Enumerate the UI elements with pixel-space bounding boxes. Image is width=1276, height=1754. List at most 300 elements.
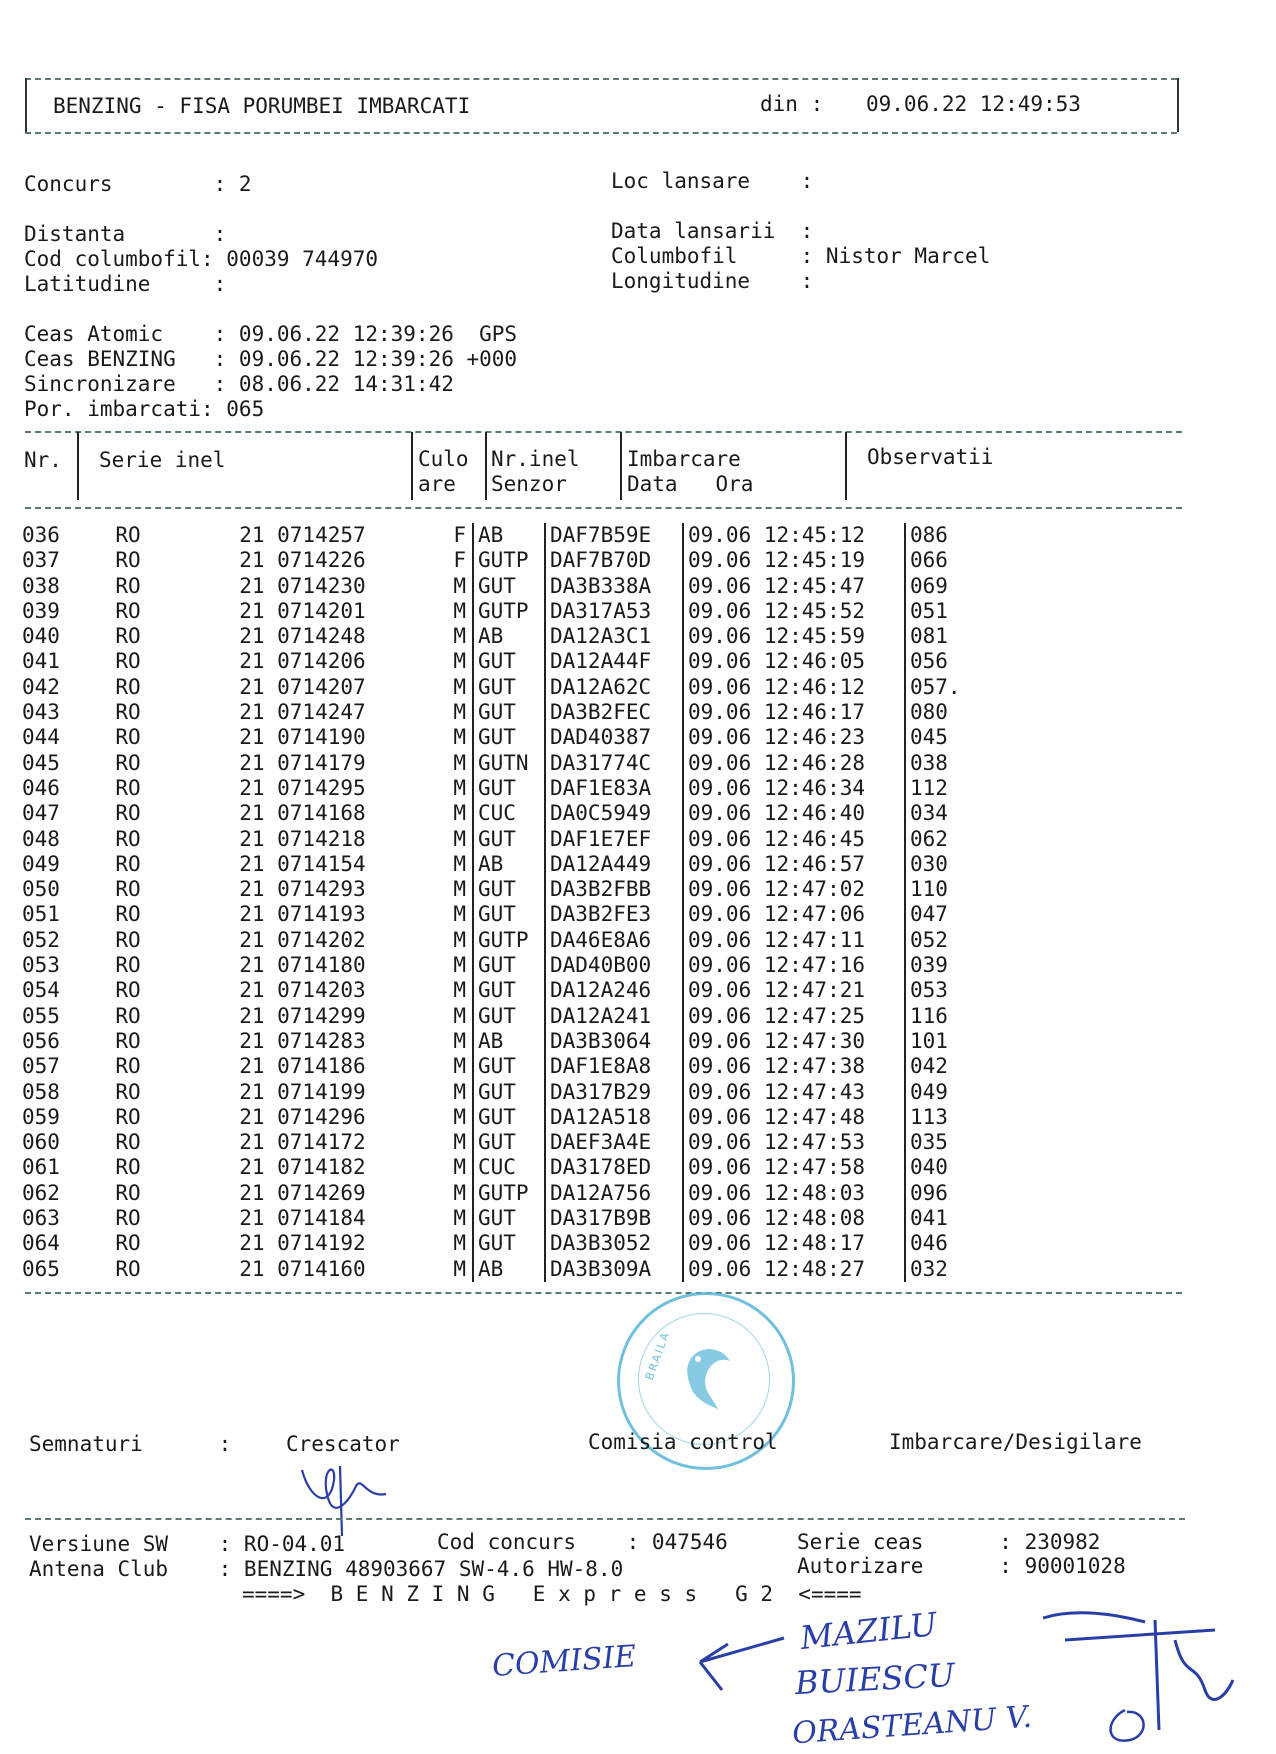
row-country: RO	[115, 1003, 141, 1028]
ceas-atomic-field: Ceas Atomic : 09.06.22 12:39:26 GPS	[24, 322, 518, 346]
row-sex: M	[453, 826, 466, 851]
row-datetime: 09.06 12:47:06	[683, 902, 905, 927]
row-sex: M	[453, 851, 466, 876]
row-datetime: 09.06 12:47:25	[683, 1004, 905, 1029]
row-sensor: DA12A3C1	[545, 624, 683, 649]
row-nr: 045	[22, 750, 60, 775]
row-ring: 21 0714202	[176, 927, 366, 952]
row-nr: 040	[22, 624, 60, 649]
col-header-nr-inel-1: Nr.inel	[491, 447, 580, 471]
col-header-nr: Nr.	[24, 448, 62, 472]
row-datetime: 09.06 12:45:12	[683, 523, 905, 548]
row-color: GUTP	[473, 599, 545, 624]
row-sensor: DAF1E83A	[545, 776, 683, 801]
row-sex: M	[453, 1180, 466, 1205]
row-sensor: DA12A756	[545, 1181, 683, 1206]
row-sex: M	[453, 573, 466, 598]
table-header-bottom-border	[25, 507, 1182, 509]
row-sex: M	[453, 877, 466, 902]
table-row	[22, 649, 961, 674]
col-header-imbarcare-2: Data Ora	[627, 472, 754, 496]
row-sex: M	[453, 775, 466, 800]
row-sensor: DA12A241	[545, 1004, 683, 1029]
row-nr: 051	[22, 902, 60, 927]
row-sex: M	[453, 978, 466, 1003]
row-obs: 096	[905, 1181, 961, 1206]
table-row	[22, 1181, 961, 1206]
row-color: AB	[473, 1257, 545, 1282]
row-sensor: DA46E8A6	[545, 928, 683, 953]
row-nr: 053	[22, 953, 60, 978]
antena-club-field: Antena Club : BENZING 48903667 SW-4.6 HW-8.0	[29, 1557, 624, 1581]
row-color: AB	[473, 624, 545, 649]
row-obs: 066	[905, 548, 961, 573]
row-obs: 062	[905, 827, 961, 852]
row-country: RO	[115, 548, 141, 573]
col-divider	[845, 432, 847, 500]
cod-concurs-field: Cod concurs : 047546	[437, 1530, 728, 1554]
table-row	[22, 776, 961, 801]
row-sex: M	[453, 953, 466, 978]
row-color: GUTP	[473, 1181, 545, 1206]
row-obs: 069	[905, 574, 961, 599]
row-country: RO	[115, 801, 141, 826]
row-datetime: 09.06 12:47:48	[683, 1105, 905, 1130]
row-ring: 21 0714179	[176, 750, 366, 775]
row-ring: 21 0714180	[176, 953, 366, 978]
commission-signatures	[1035, 1600, 1250, 1750]
row-obs: 057.	[905, 675, 961, 700]
row-sex: M	[453, 1054, 466, 1079]
row-obs: 034	[905, 801, 961, 826]
row-ring: 21 0714283	[176, 1028, 366, 1053]
row-country: RO	[115, 877, 141, 902]
col-divider	[620, 432, 622, 500]
row-color: GUT	[473, 1054, 545, 1079]
stamp-text: BRAILA	[642, 1329, 673, 1382]
row-nr: 039	[22, 598, 60, 623]
row-sex: M	[453, 1028, 466, 1053]
row-nr: 036	[22, 523, 60, 547]
col-divider	[411, 432, 413, 500]
row-datetime: 09.06 12:47:21	[683, 978, 905, 1003]
row-nr: 065	[22, 1256, 60, 1281]
row-sensor: DAD40387	[545, 725, 683, 750]
row-ring: 21 0714299	[176, 1003, 366, 1028]
row-country: RO	[115, 927, 141, 952]
table-row	[22, 700, 961, 725]
distanta-field: Distanta :	[24, 222, 227, 246]
row-ring: 21 0714247	[176, 700, 366, 725]
row-nr: 043	[22, 700, 60, 725]
row-sensor: DAF7B70D	[545, 548, 683, 573]
row-sex: M	[453, 902, 466, 927]
row-datetime: 09.06 12:46:45	[683, 827, 905, 852]
row-sex: M	[453, 700, 466, 725]
row-nr: 047	[22, 801, 60, 826]
row-sensor: DA3B338A	[545, 574, 683, 599]
benzing-banner: ====> B E N Z I N G E x p r e s s G 2 <====	[242, 1582, 862, 1606]
imbarcare-desigilare-label: Imbarcare/Desigilare	[889, 1430, 1142, 1454]
row-sex: M	[453, 598, 466, 623]
row-color: GUT	[473, 675, 545, 700]
row-datetime: 09.06 12:45:59	[683, 624, 905, 649]
row-sensor: DA12A62C	[545, 675, 683, 700]
row-color: GUT	[473, 902, 545, 927]
row-color: GUTP	[473, 928, 545, 953]
row-datetime: 09.06 12:47:38	[683, 1054, 905, 1079]
row-ring: 21 0714293	[176, 877, 366, 902]
row-ring: 21 0714206	[176, 649, 366, 674]
row-sensor: DA12A518	[545, 1105, 683, 1130]
row-sex: M	[453, 1130, 466, 1155]
row-obs: 112	[905, 776, 961, 801]
row-sensor: DA317B29	[545, 1080, 683, 1105]
row-nr: 055	[22, 1003, 60, 1028]
row-datetime: 09.06 12:46:05	[683, 649, 905, 674]
row-sex: M	[453, 674, 466, 699]
row-ring: 21 0714203	[176, 978, 366, 1003]
por-imbarcati-field: Por. imbarcati: 065	[24, 397, 265, 421]
row-country: RO	[115, 1206, 141, 1231]
row-nr: 038	[22, 573, 60, 598]
handwritten-buiescu: BUIESCU	[794, 1655, 956, 1703]
row-datetime: 09.06 12:46:12	[683, 675, 905, 700]
row-sensor: DA0C5949	[545, 801, 683, 826]
row-country: RO	[115, 902, 141, 927]
row-nr: 059	[22, 1104, 60, 1129]
row-obs: 101	[905, 1029, 961, 1054]
row-obs: 039	[905, 953, 961, 978]
col-header-culoare-1: Culo	[418, 447, 469, 471]
title-bottom-border	[25, 132, 1177, 134]
row-color: GUT	[473, 1206, 545, 1231]
row-sex: M	[453, 1104, 466, 1129]
row-datetime: 09.06 12:47:16	[683, 953, 905, 978]
row-country: RO	[115, 1180, 141, 1205]
row-color: GUT	[473, 1080, 545, 1105]
semnaturi-label: Semnaturi :	[29, 1432, 232, 1456]
table-row	[22, 1029, 961, 1054]
row-sex: M	[453, 725, 466, 750]
row-sex: F	[453, 523, 466, 547]
ceas-benzing-field: Ceas BENZING : 09.06.22 12:39:26 +000	[24, 347, 518, 371]
row-country: RO	[115, 978, 141, 1003]
row-sensor: DA12A44F	[545, 649, 683, 674]
row-nr: 062	[22, 1180, 60, 1205]
row-nr: 050	[22, 877, 60, 902]
table-row	[22, 1080, 961, 1105]
row-nr: 061	[22, 1155, 60, 1180]
table-row	[22, 725, 961, 750]
row-color: CUC	[473, 1155, 545, 1180]
pigeon-logo-icon	[672, 1335, 742, 1425]
row-obs: 049	[905, 1080, 961, 1105]
row-datetime: 09.06 12:47:58	[683, 1155, 905, 1180]
row-color: GUT	[473, 649, 545, 674]
table-row	[22, 574, 961, 599]
row-obs: 052	[905, 928, 961, 953]
row-ring: 21 0714160	[176, 1256, 366, 1281]
row-obs: 040	[905, 1155, 961, 1180]
row-obs: 113	[905, 1105, 961, 1130]
row-color: GUT	[473, 700, 545, 725]
row-datetime: 09.06 12:48:08	[683, 1206, 905, 1231]
table-row	[22, 827, 961, 852]
row-sex: F	[453, 548, 466, 573]
col-header-observatii: Observatii	[867, 445, 994, 469]
row-datetime: 09.06 12:47:43	[683, 1080, 905, 1105]
handwritten-orasteanu: ORASTEANU V.	[791, 1699, 1033, 1752]
cod-columbofil-field: Cod columbofil: 00039 744970	[24, 247, 379, 271]
table-header-top-border	[25, 431, 1182, 433]
row-ring: 21 0714182	[176, 1155, 366, 1180]
table-row	[22, 1105, 961, 1130]
row-nr: 042	[22, 674, 60, 699]
row-sex: M	[453, 1003, 466, 1028]
table-row	[22, 877, 961, 902]
concurs-field: Concurs : 2	[24, 172, 252, 196]
row-obs: 035	[905, 1130, 961, 1155]
row-ring: 21 0714248	[176, 624, 366, 649]
table-row	[22, 523, 961, 548]
row-ring: 21 0714218	[176, 826, 366, 851]
table-row	[22, 902, 961, 927]
row-ring: 21 0714168	[176, 801, 366, 826]
row-nr: 064	[22, 1231, 60, 1256]
row-sensor: DA12A246	[545, 978, 683, 1003]
table-row	[22, 1231, 961, 1256]
row-color: AB	[473, 1029, 545, 1054]
row-ring: 21 0714269	[176, 1180, 366, 1205]
row-ring: 21 0714190	[176, 725, 366, 750]
table-row	[22, 928, 961, 953]
row-ring: 21 0714192	[176, 1231, 366, 1256]
col-header-imbarcare-1: Imbarcare	[627, 447, 741, 471]
row-ring: 21 0714186	[176, 1054, 366, 1079]
row-datetime: 09.06 12:46:40	[683, 801, 905, 826]
table-row	[22, 1257, 961, 1282]
table-row	[22, 1130, 961, 1155]
row-ring: 21 0714296	[176, 1104, 366, 1129]
row-datetime: 09.06 12:47:30	[683, 1029, 905, 1054]
table-row	[22, 978, 961, 1003]
row-nr: 041	[22, 649, 60, 674]
row-obs: 038	[905, 751, 961, 776]
row-country: RO	[115, 953, 141, 978]
table-row	[22, 801, 961, 826]
row-color: GUT	[473, 827, 545, 852]
print-datetime: 09.06.22 12:49:53	[866, 92, 1081, 116]
row-datetime: 09.06 12:45:47	[683, 574, 905, 599]
row-color: GUT	[473, 877, 545, 902]
row-country: RO	[115, 1231, 141, 1256]
row-datetime: 09.06 12:48:03	[683, 1181, 905, 1206]
table-row	[22, 624, 961, 649]
row-datetime: 09.06 12:47:11	[683, 928, 905, 953]
data-lansarii-field: Data lansarii :	[611, 219, 814, 243]
row-ring: 21 0714172	[176, 1130, 366, 1155]
row-color: GUT	[473, 1004, 545, 1029]
table-row	[22, 548, 961, 573]
comisia-control-label: Comisia control	[588, 1430, 778, 1454]
row-obs: 056	[905, 649, 961, 674]
row-country: RO	[115, 700, 141, 725]
row-country: RO	[115, 750, 141, 775]
row-sex: M	[453, 1231, 466, 1256]
table-row	[22, 1054, 961, 1079]
columbofil-field: Columbofil : Nistor Marcel	[611, 244, 991, 268]
arrow-left-icon	[688, 1630, 788, 1700]
row-color: GUT	[473, 953, 545, 978]
row-country: RO	[115, 1256, 141, 1281]
row-color: GUT	[473, 776, 545, 801]
row-obs: 086	[905, 523, 961, 548]
row-color: GUT	[473, 1231, 545, 1256]
row-datetime: 09.06 12:48:17	[683, 1231, 905, 1256]
col-header-culoare-2: are	[418, 472, 456, 496]
row-obs: 047	[905, 902, 961, 927]
row-obs: 110	[905, 877, 961, 902]
row-ring: 21 0714226	[176, 548, 366, 573]
row-obs: 045	[905, 725, 961, 750]
row-color: GUT	[473, 1130, 545, 1155]
row-obs: 051	[905, 599, 961, 624]
row-country: RO	[115, 1079, 141, 1104]
row-color: GUT	[473, 725, 545, 750]
row-sensor: DAD40B00	[545, 953, 683, 978]
row-country: RO	[115, 775, 141, 800]
row-sensor: DAF1E7EF	[545, 827, 683, 852]
row-country: RO	[115, 649, 141, 674]
crescator-label: Crescator	[286, 1432, 400, 1456]
row-sex: M	[453, 1079, 466, 1104]
row-country: RO	[115, 523, 141, 547]
row-obs: 116	[905, 1004, 961, 1029]
row-sex: M	[453, 927, 466, 952]
row-datetime: 09.06 12:45:19	[683, 548, 905, 573]
row-nr: 057	[22, 1054, 60, 1079]
row-sensor: DAEF3A4E	[545, 1130, 683, 1155]
table-row	[22, 751, 961, 776]
row-datetime: 09.06 12:46:28	[683, 751, 905, 776]
row-country: RO	[115, 674, 141, 699]
row-nr: 044	[22, 725, 60, 750]
row-sensor: DA3178ED	[545, 1155, 683, 1180]
row-sensor: DA317A53	[545, 599, 683, 624]
table-row	[22, 852, 961, 877]
row-datetime: 09.06 12:46:17	[683, 700, 905, 725]
autorizare-field: Autorizare : 90001028	[797, 1554, 1126, 1578]
row-obs: 080	[905, 700, 961, 725]
row-country: RO	[115, 851, 141, 876]
row-country: RO	[115, 1104, 141, 1129]
row-sex: M	[453, 1206, 466, 1231]
row-nr: 060	[22, 1130, 60, 1155]
row-color: GUT	[473, 1105, 545, 1130]
row-nr: 048	[22, 826, 60, 851]
row-nr: 037	[22, 548, 60, 573]
sincronizare-field: Sincronizare : 08.06.22 14:31:42	[24, 372, 454, 396]
row-sex: M	[453, 1155, 466, 1180]
row-country: RO	[115, 1130, 141, 1155]
table-bottom-border	[25, 1292, 1182, 1294]
row-ring: 21 0714154	[176, 851, 366, 876]
row-obs: 032	[905, 1257, 961, 1282]
row-sensor: DA3B2FE3	[545, 902, 683, 927]
row-sex: M	[453, 624, 466, 649]
table-row	[22, 1206, 961, 1231]
row-nr: 046	[22, 775, 60, 800]
col-header-nr-inel-2: Senzor	[491, 472, 567, 496]
row-ring: 21 0714230	[176, 573, 366, 598]
serie-ceas-field: Serie ceas : 230982	[797, 1530, 1101, 1554]
row-sensor: DAF1E8A8	[545, 1054, 683, 1079]
row-obs: 042	[905, 1054, 961, 1079]
row-datetime: 09.06 12:46:34	[683, 776, 905, 801]
row-sensor: DA3B2FEC	[545, 700, 683, 725]
page-title: BENZING - FISA PORUMBEI IMBARCATI	[53, 94, 471, 118]
row-country: RO	[115, 598, 141, 623]
table-row	[22, 1155, 961, 1180]
row-ring: 21 0714184	[176, 1206, 366, 1231]
row-sensor: DA3B3064	[545, 1029, 683, 1054]
row-sensor: DA317B9B	[545, 1206, 683, 1231]
versiune-sw-field: Versiune SW : RO-04.01	[29, 1532, 346, 1556]
row-datetime: 09.06 12:48:27	[683, 1257, 905, 1282]
row-sex: M	[453, 1256, 466, 1281]
row-obs: 030	[905, 852, 961, 877]
row-country: RO	[115, 573, 141, 598]
table-row	[22, 953, 961, 978]
handwritten-comisie: COMISIE	[490, 1639, 638, 1684]
col-divider	[77, 432, 79, 500]
row-datetime: 09.06 12:47:02	[683, 877, 905, 902]
row-country: RO	[115, 826, 141, 851]
row-color: GUTP	[473, 548, 545, 573]
row-nr: 056	[22, 1028, 60, 1053]
row-datetime: 09.06 12:46:57	[683, 852, 905, 877]
col-divider	[485, 432, 487, 500]
row-nr: 052	[22, 927, 60, 952]
handwritten-mazilu: MAZILU	[798, 1604, 939, 1658]
row-color: CUC	[473, 801, 545, 826]
table-row	[22, 1004, 961, 1029]
row-datetime: 09.06 12:46:23	[683, 725, 905, 750]
row-datetime: 09.06 12:45:52	[683, 599, 905, 624]
row-sex: M	[453, 801, 466, 826]
pigeon-table	[22, 523, 961, 1282]
row-sensor: DAF7B59E	[545, 523, 683, 548]
footer-top-border	[25, 1518, 1185, 1520]
row-nr: 049	[22, 851, 60, 876]
din-label: din :	[760, 92, 824, 116]
row-datetime: 09.06 12:47:53	[683, 1130, 905, 1155]
table-row	[22, 599, 961, 624]
row-ring: 21 0714199	[176, 1079, 366, 1104]
row-color: AB	[473, 852, 545, 877]
row-ring: 21 0714201	[176, 598, 366, 623]
row-ring: 21 0714257	[176, 523, 366, 547]
table-row	[22, 675, 961, 700]
row-nr: 063	[22, 1206, 60, 1231]
row-color: GUT	[473, 574, 545, 599]
row-country: RO	[115, 1155, 141, 1180]
row-ring: 21 0714295	[176, 775, 366, 800]
row-sensor: DA3B309A	[545, 1257, 683, 1282]
row-color: GUT	[473, 978, 545, 1003]
row-sensor: DA3B3052	[545, 1231, 683, 1256]
